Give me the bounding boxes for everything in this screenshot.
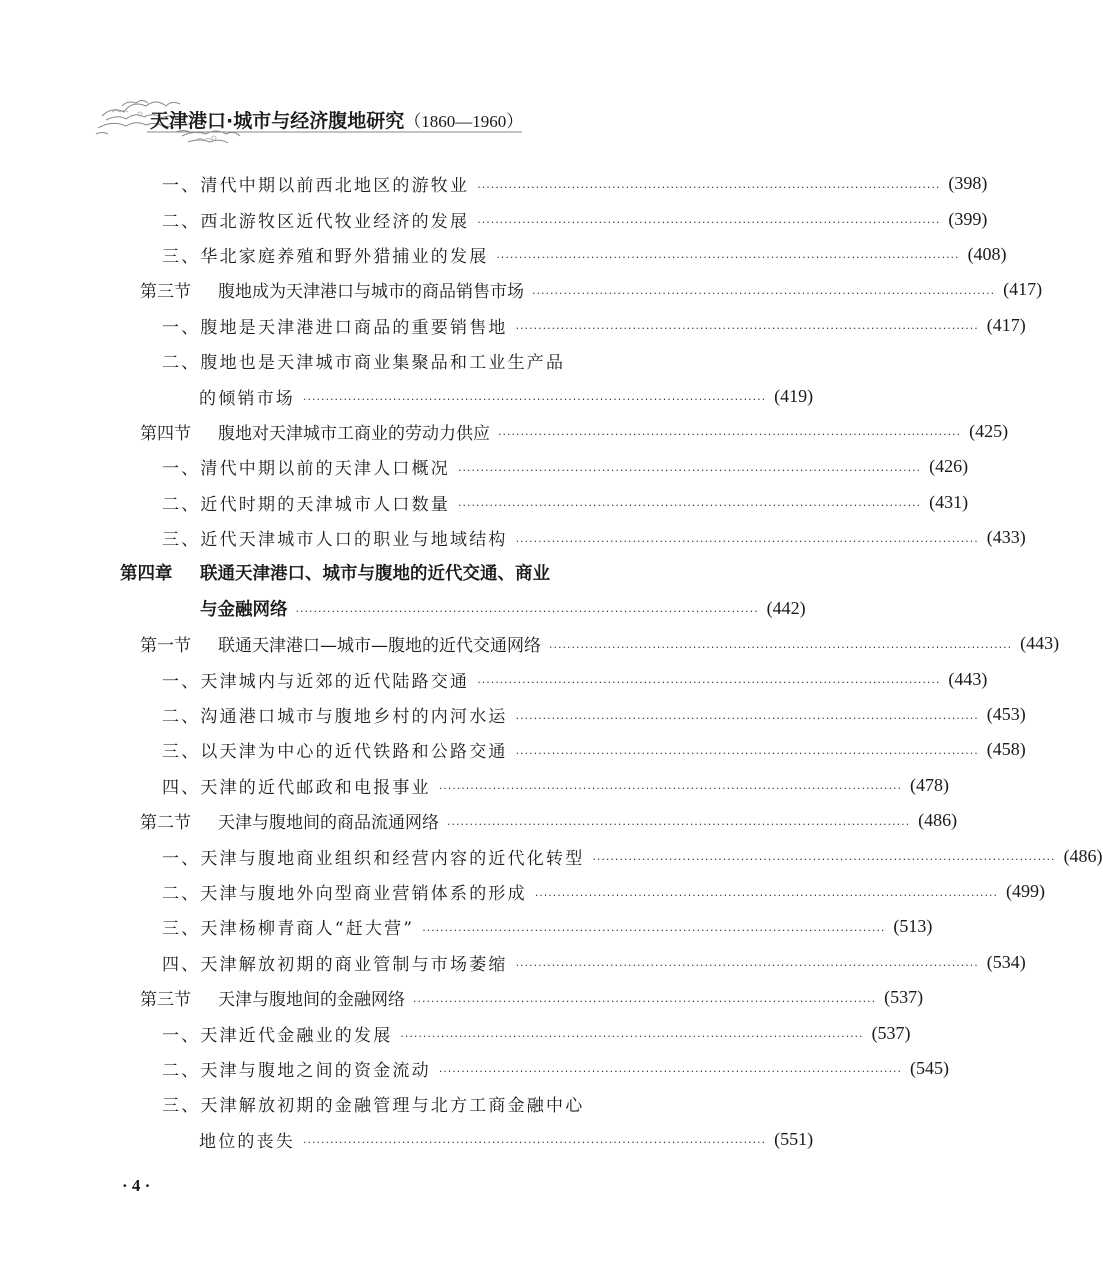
toc-entry-label: 第四章: [120, 564, 173, 585]
toc-entry-title: 一、天津城内与近郊的近代陆路交通: [162, 671, 470, 692]
dot-leader: ·······································································································: [422, 923, 886, 937]
dot-leader: ·······································································································: [303, 393, 767, 407]
toc-entry-title: 一、清代中期以前的天津人口概况: [162, 459, 450, 480]
toc-page-number: (486): [918, 810, 958, 831]
toc-entry: [0, 1051, 949, 1086]
toc-entry-title: 一、腹地是天津港进口商品的重要销售地: [162, 317, 508, 338]
dot-leader: ·······································································································: [400, 1030, 864, 1044]
dot-leader: ·······································································································: [515, 959, 979, 973]
toc-entry: [0, 485, 969, 520]
toc-page-number: (551): [774, 1128, 814, 1149]
toc-entry-title: 三、以天津为中心的近代铁路和公路交通: [162, 742, 508, 763]
toc-entry-label: 第一节: [140, 636, 191, 657]
toc-entry: [0, 768, 949, 803]
dot-leader: ·······································································································: [438, 1065, 902, 1079]
toc-entry: [0, 201, 988, 236]
toc-entry: [0, 874, 1045, 909]
toc-entry-title: 四、天津的近代邮政和电报事业: [162, 777, 431, 798]
toc-entry-title: 第四节 腹地对天津城市工商业的劳动力供应: [140, 419, 490, 444]
toc-entry: [0, 591, 900, 626]
dot-leader: ·······································································································: [515, 322, 979, 336]
toc-entry: [0, 308, 1026, 343]
toc-page-number: (433): [986, 527, 1026, 548]
toc-entry: [0, 838, 1103, 873]
toc-entry: [0, 343, 900, 378]
toc-entry-title: 一、清代中期以前西北地区的游牧业: [162, 176, 470, 197]
running-header: [92, 88, 532, 158]
dot-leader: ·······································································································: [515, 746, 979, 760]
toc-entry: [0, 1015, 911, 1050]
toc-entry-title: 第一节 联通天津港口—城市—腹地的近代交通网络: [140, 631, 541, 656]
toc-entry: [0, 1086, 900, 1121]
toc-page-number: (534): [986, 951, 1026, 972]
toc-page-number: (458): [986, 739, 1026, 760]
toc-page-number: (426): [929, 456, 969, 477]
toc-page-number: (537): [884, 987, 924, 1008]
toc-page-number: (443): [1020, 633, 1060, 654]
toc-entry-title: 地位的丧失: [199, 1131, 295, 1152]
toc-page-number: (399): [948, 208, 988, 229]
toc-page-number: (431): [929, 491, 969, 512]
toc-entry: [0, 378, 900, 413]
toc-page-number: (408): [967, 243, 1007, 264]
dot-leader: ·······································································································: [477, 180, 941, 194]
toc-entry: [0, 909, 933, 944]
toc-entry-title: 三、天津杨柳青商人“赶大营”: [162, 919, 415, 940]
toc-entry-title: 第二节 天津与腹地间的商品流通网络: [140, 808, 439, 833]
toc-entry-title: 二、天津与腹地之间的资金流动: [162, 1060, 431, 1081]
toc-entry-title: 与金融网络: [200, 599, 288, 620]
dot-leader: ·······································································································: [496, 251, 960, 265]
toc-page-number: (398): [948, 173, 988, 194]
toc-entry: [0, 449, 969, 484]
toc-entry: [0, 555, 900, 590]
dot-leader: ·······································································································: [534, 888, 998, 902]
toc-page-number: (417): [986, 314, 1026, 335]
dot-leader: ·······································································································: [532, 286, 996, 300]
toc-entry-title: 四、天津解放初期的商业管制与市场萎缩: [162, 954, 508, 975]
toc-entry: [0, 980, 924, 1015]
toc-page-number: (442): [766, 597, 806, 618]
toc-entry-title: 二、沟通港口城市与腹地乡村的内河水运: [162, 707, 508, 728]
toc-entry-title: 三、天津解放初期的金融管理与北方工商金融中心: [162, 1096, 585, 1117]
toc-page-number: (486): [1063, 845, 1103, 866]
toc-page-number: (419): [774, 385, 814, 406]
dot-leader: ·······································································································: [447, 817, 911, 831]
toc-page-number: (478): [909, 774, 949, 795]
toc-page-number: (417): [1003, 279, 1043, 300]
table-of-contents: [0, 166, 1103, 1157]
toc-entry: [0, 945, 1026, 980]
dot-leader: ·······································································································: [458, 463, 922, 477]
toc-entry-title: 三、近代天津城市人口的职业与地域结构: [162, 530, 508, 551]
dot-leader: ·······································································································: [549, 640, 1013, 654]
toc-entry-title: 三、华北家庭养殖和野外猎捕业的发展: [162, 246, 489, 267]
toc-entry-title: 二、西北游牧区近代牧业经济的发展: [162, 211, 470, 232]
toc-entry-title: 一、天津与腹地商业组织和经营内容的近代化转型: [162, 848, 585, 869]
dot-leader: ·······································································································: [515, 711, 979, 725]
toc-entry-label: 第三节: [140, 282, 191, 303]
dot-leader: ·······································································································: [477, 216, 941, 230]
toc-entry: [0, 414, 1009, 449]
toc-page-number: (513): [893, 916, 933, 937]
toc-page-number: (499): [1005, 881, 1045, 901]
toc-entry-title: 二、近代时期的天津城市人口数量: [162, 494, 450, 515]
toc-entry-title: 二、腹地也是天津城市商业集聚品和工业生产品: [162, 353, 566, 374]
toc-page-number: (443): [948, 668, 988, 689]
toc-entry: [0, 272, 1043, 307]
toc-page-number: (537): [871, 1022, 911, 1043]
page-number: · 4 ·: [122, 1176, 151, 1195]
toc-entry-title: 一、天津近代金融业的发展: [162, 1025, 393, 1046]
toc-entry: [0, 166, 988, 201]
toc-page-number: (425): [969, 420, 1009, 441]
dot-leader: ·······································································································: [592, 853, 1056, 867]
dot-leader: ·······································································································: [438, 782, 902, 796]
toc-entry: [0, 803, 958, 838]
toc-page-number: (545): [909, 1057, 949, 1078]
toc-entry-title: 第三节 天津与腹地间的金融网络: [140, 985, 405, 1010]
dot-leader: ·······································································································: [458, 499, 922, 513]
dot-leader: ·······································································································: [515, 534, 979, 548]
toc-entry-title: 的倾销市场: [199, 388, 295, 409]
dot-leader: ·······································································································: [498, 428, 962, 442]
book-title: 天津港口·城市与经济腹地研究（1860—1960）: [150, 110, 524, 132]
toc-entry: [0, 520, 1026, 555]
dot-leader: ·······································································································: [477, 676, 941, 690]
toc-entry: [0, 237, 1007, 272]
toc-entry: [0, 1122, 900, 1157]
dot-leader: ·······································································································: [295, 605, 759, 619]
toc-entry: [0, 626, 1060, 661]
toc-entry-title: 第四章 联通天津港口、城市与腹地的近代交通、商业: [120, 560, 550, 585]
toc-entry-title: 第三节 腹地成为天津港口与城市的商品销售市场: [140, 277, 524, 302]
toc-entry-label: 第三节: [140, 990, 191, 1011]
toc-entry-title: 二、天津与腹地外向型商业营销体系的形成: [162, 884, 527, 904]
toc-entry-label: 第二节: [140, 813, 191, 834]
dot-leader: ·······································································································: [413, 994, 877, 1008]
toc-page-number: (453): [986, 704, 1026, 725]
toc-entry: [0, 732, 1026, 767]
toc-entry-label: 第四节: [140, 423, 191, 444]
toc-entry: [0, 661, 988, 696]
dot-leader: ·······································································································: [303, 1136, 767, 1150]
toc-entry: [0, 697, 1026, 732]
